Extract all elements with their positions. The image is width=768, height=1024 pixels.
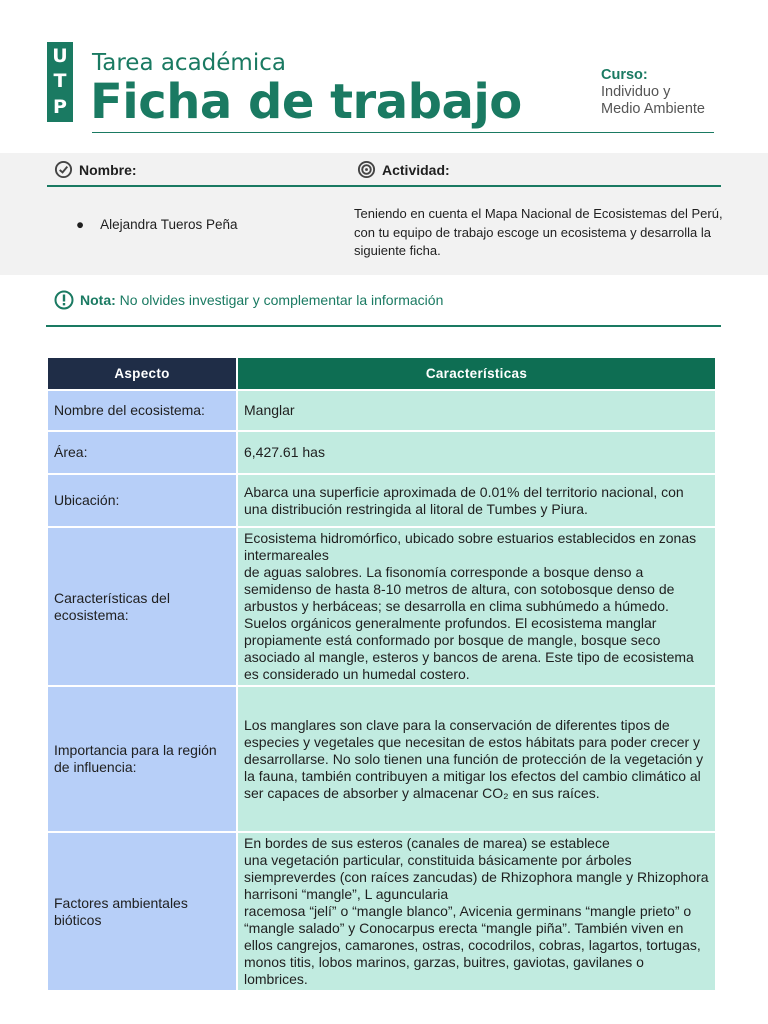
table-row — [47, 390, 716, 431]
table-row — [47, 832, 716, 991]
course-block — [601, 67, 705, 118]
table-row — [47, 527, 716, 686]
aspect-cell: Importancia para la región de influencia: — [47, 686, 237, 832]
note-text: No olvides investigar y complementar la información — [119, 292, 444, 308]
detail-cell: Abarca una superficie aproximada de 0.01% del territorio nacional, con una distribución restringida al litoral de Tumbes y Piura. — [237, 474, 716, 527]
detail-cell: Ecosistema hidromórfico, ubicado sobre estuarios establecidos en zonas intermareales de aguas salobres. La fisonomía corresponde a bosque denso a semidenso de hasta 8-10 metros de altura, con sotobosque denso de arbustos y herbáceas; se desarrolla en clima subhúmedo a húmedo. Suelos orgánicos generalmente profundos. El ecosistema manglar propiamente está conformado por bosque de mangle, bosque seco asociado al mangle, esteros y bancos de arena. Este tipo de ecosistema es considerado un humedal costero. — [237, 527, 716, 686]
course-label: Curso: — [601, 67, 648, 83]
check-circle-icon — [54, 160, 73, 179]
course-name-line2: Medio Ambiente — [601, 101, 705, 117]
column-header-characteristics: Características — [237, 357, 716, 390]
table-header-row — [47, 357, 716, 390]
activity-label: Actividad: — [382, 161, 450, 178]
detail-cell: 6,427.61 has — [237, 431, 716, 474]
student-list-item — [76, 217, 238, 232]
aspect-cell: Características del ecosistema: — [47, 527, 237, 686]
bullet-icon: ● — [76, 217, 85, 232]
aspect-cell: Factores ambientales bióticos — [47, 832, 237, 991]
table-row — [47, 431, 716, 474]
table-row — [47, 474, 716, 527]
target-icon — [357, 160, 376, 179]
page-title: Ficha de trabajo — [90, 74, 522, 130]
ecosystem-table — [46, 356, 717, 992]
logo-letter-u: U — [52, 45, 68, 68]
note-divider — [46, 325, 721, 327]
aspect-cell: Ubicación: — [47, 474, 237, 527]
note-label: Nota: — [80, 292, 116, 308]
detail-cell: Manglar — [237, 390, 716, 431]
alert-icon — [54, 290, 74, 310]
detail-cell: En bordes de sus esteros (canales de marea) se establece una vegetación particular, constituida básicamente por árboles siempreverdes (con raíces zancudas) de Rhizophora mangle y Rhizophora harrisoni “mangle”, L aguncularia racemosa “jelí” o “mangle blanco”, Avicenia germinans “mangle prieto” o “mangle salado” y Conocarpus erecta “mangle piña”. También viven en ellos cangrejos, camarones, ostras, cocodrilos, cobras, lagartos, tortugas, monos titis, lobos marinos, garzas, buitres, gaviotas, gavilanes o lombrices. — [237, 832, 716, 991]
logo — [47, 42, 73, 122]
header-divider — [92, 132, 714, 133]
page-subtitle: Tarea académica — [92, 50, 286, 76]
student-name: Alejandra Tueros Peña — [100, 217, 238, 232]
activity-description: Teniendo en cuenta el Mapa Nacional de Ecosistemas del Perú, con tu equipo de trabajo escoge un ecosistema y desarrolla la siguiente ficha. — [354, 206, 723, 258]
info-divider — [47, 185, 721, 187]
name-label: Nombre: — [79, 161, 137, 178]
logo-letter-p: P — [53, 95, 67, 118]
aspect-cell: Nombre del ecosistema: — [47, 390, 237, 431]
table-row — [47, 686, 716, 832]
aspect-cell: Área: — [47, 431, 237, 474]
note — [54, 290, 443, 310]
logo-letter-t: T — [53, 70, 67, 93]
course-name-line1: Individuo y — [601, 84, 671, 100]
name-heading — [54, 160, 137, 179]
column-header-aspect: Aspecto — [47, 357, 237, 390]
activity-heading — [357, 160, 450, 179]
detail-cell: Los manglares son clave para la conservación de diferentes tipos de especies y vegetales que necesitan de estos hábitats para poder crecer y desarrollarse. No solo tienen una función de protección de la vegetación y la fauna, también contribuyen a mitigar los efectos del cambio climático al ser capaces de absorber y almacenar CO₂ en sus raíces. — [237, 686, 716, 832]
